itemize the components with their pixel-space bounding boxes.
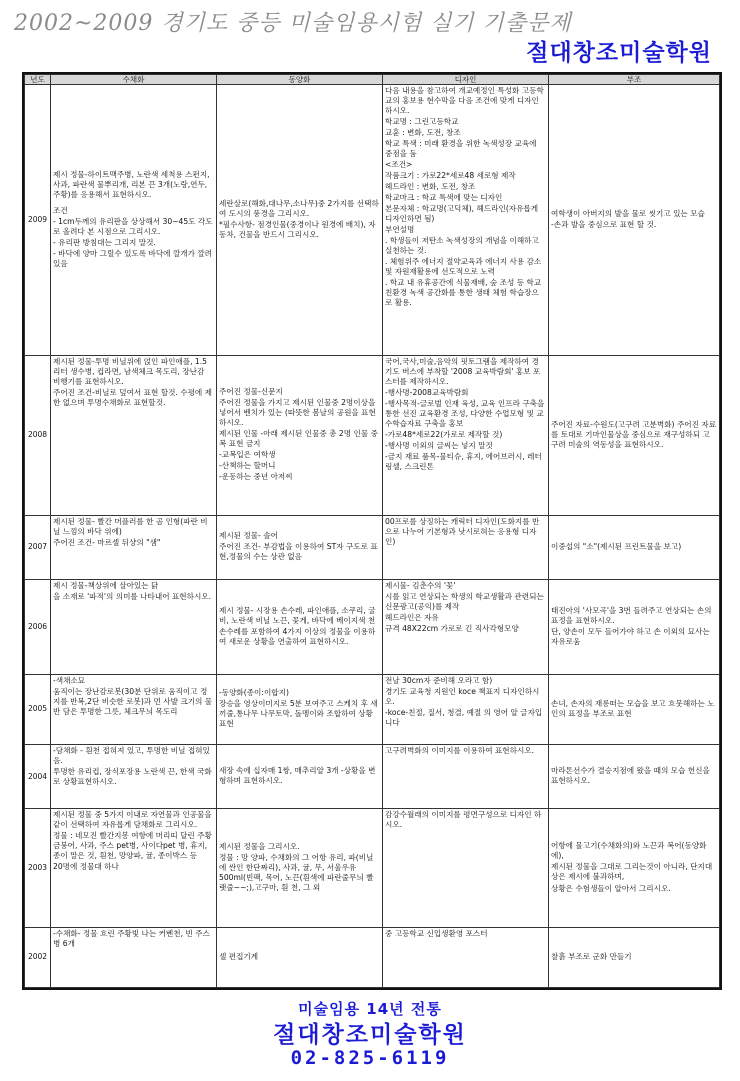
cell-line: 20명에 정물대 하나 (53, 862, 119, 872)
cell-line: 제시 정물-하이트맥주병, 노란색 세척용 스펀지, 사과, 파란색 물뿌리개, 리본 끈 3개(노랑,연두,주황)를 응용해서 표현하시오. (53, 170, 213, 200)
cell-line: 정물 : 망 양파, 수채화의 그 어항 유리, 파(비닐에 싼인 한단짜리), 사과, 귤, 무, 서울우유 500ml(빈팩, 목어, 노끈(흰색에 파란줄무늬 빨랫줄~~;),고구마, 흰 천, 그 외 (219, 852, 374, 892)
cell-relief (549, 85, 720, 356)
cell-oriental (217, 927, 383, 987)
cell-line: 헤드라인은 자유 (385, 613, 439, 623)
page-title: 2002~2009 경기도 중등 미술임용시험 실기 기출문제 (14, 11, 572, 36)
cell-relief (549, 356, 720, 515)
cell-line: . 학교 내 유휴공간에 식물재배, 숲 조성 등 학교 친환경 녹색 공간화를 통한 생태 체험 학습장으로 활용. (385, 278, 544, 308)
footer-tagline: 미술임용 14년 전통 (298, 1000, 442, 1018)
cell-line: . 체험위주 에너지 절약교육과 에너지 사용 감소 및 자원재활용에 선도적으로 노력 (385, 257, 544, 277)
cell-design (383, 580, 549, 675)
cell-line: 교훈 : 변화, 도전, 창조 (385, 128, 461, 138)
col-header-year: 년도 (25, 75, 51, 85)
cell-relief (549, 809, 720, 927)
table-row (25, 674, 720, 744)
cell-year: 2007 (25, 515, 51, 580)
exam-table-frame (22, 72, 722, 990)
cell-line: 상황은 수험생들이 알아서 그리시오. (551, 883, 671, 893)
cell-line: -색채소묘 (53, 675, 86, 685)
cell-relief (549, 580, 720, 675)
cell-line: 셀 편집기계 (219, 951, 259, 961)
cell-line: -산책하는 할머니 (219, 461, 276, 471)
cell-year: 2005 (25, 674, 51, 744)
cell-line: -가로48*세로22(가로로 제작할 것) (385, 430, 503, 440)
cell-line: 제시된 인물 -아래 제시된 인물중 총 2명 인물 중복 표현 금지 (219, 429, 378, 449)
cell-line: -금지 재료 품목-물티슈, 휴지, 에어브러시, 레터링셀, 스크린톤 (385, 452, 542, 472)
cell-line: *필수사항- 점경인물(중경이나 원경에 배치), 자동차, 건물을 반드시 그리시오. (219, 220, 376, 240)
cell-line: 제시된 정물 중 5가지 이내로 자연물과 인공물을 같이 선택하여 자유롭게 담채화로 그리시오. (53, 810, 215, 830)
cell-line: 제시된 정물- 빨간 머플러를 한 곰 인형(파란 비닐 느낌의 바닥 위에) (53, 516, 208, 536)
cell-line: 조건 (53, 206, 68, 216)
cell-line: -동양화(종이:이합지) (219, 688, 289, 698)
cell-line: 부연설명 (385, 225, 415, 235)
cell-line: 여학생이 아버지의 발을 물로 씻기고 있는 모습 (551, 209, 705, 219)
cell-line: 제시된 정물- 솔어 (219, 531, 278, 541)
cell-line: 주어진 정물-신문지 (219, 387, 283, 397)
cell-watercolor (51, 580, 217, 675)
cell-line: 헤드라인 : 변화, 도전, 창조 (385, 182, 476, 192)
cell-line: -koce-친절, 질서, 청결, 예절 의 영어 알 글자입니다 (385, 707, 543, 727)
col-header-oriental: 동양화 (217, 75, 383, 85)
cell-relief (549, 515, 720, 580)
cell-line: 손녀, 손자의 재롱떠는 모습을 보고 흐뭇해하는 노인의 표정을 부조로 표현 (551, 698, 715, 718)
cell-relief (549, 744, 720, 809)
cell-line: 학교 특색 : 미래 환경을 위한 녹색성장 교육에 중점을 둠 (385, 139, 539, 159)
cell-line: 주어진 조건-비닐로 덮여서 표현 할것. 수평에 제한 없으며 투명수채화로 표현할것. (53, 388, 213, 408)
cell-year: 2003 (25, 809, 51, 927)
cell-oriental (217, 580, 383, 675)
cell-watercolor (51, 85, 217, 356)
cell-line: -행사명 이외의 글씨는 넣지 말것 (385, 441, 493, 451)
cell-line: -교복입은 여학생 (219, 450, 276, 460)
cell-oriental (217, 356, 383, 515)
table-row (25, 85, 720, 356)
cell-line: 주어진 정물을 가지고 제시된 인물중 2명이상을 넣어서 벤치가 있는 (따뜻한 봄날의 공원을 표현하시오. (219, 398, 378, 428)
cell-line: -손과 발을 중심으로 표현 할 것. (551, 220, 657, 230)
cell-watercolor (51, 515, 217, 580)
cell-design (383, 744, 549, 809)
cell-line: 태진아의 '사모곡'을 3번 들려주고 연상되는 손의 표정을 표현하시오. (551, 605, 714, 625)
cell-line: 작품크기 : 가로22*세로48 세로형 제작 (385, 171, 516, 181)
cell-line: 본문자체 : 학교명(고딕체), 헤드라인(자유롭게 디자인하면 됨) (385, 204, 541, 224)
cell-line: <조건> (385, 160, 413, 170)
cell-line: -수채화- 정물 흐린 주황빛 나는 커벤천, 빈 주스 병 6개 (53, 928, 213, 948)
cell-line: 장승을 영상이미지로 5분 보여주고 스케치 후 새끼줄,통나무 나무토막, 돌멩이와 조합하여 상황표현 (219, 699, 378, 729)
cell-line: 다음 내용을 참고하여 개교예정인 특성화 고등학교의 홍보용 현수막을 다음 조건에 맞게 디자인 하시오. (385, 86, 544, 116)
cell-year: 2009 (25, 85, 51, 356)
cell-line: 마라톤선수가 결승지점에 왔을 때의 모습 헌신을 표현하시오. (551, 765, 713, 785)
cell-watercolor (51, 809, 217, 927)
cell-line: 학교명 : 그린고등학교 (385, 117, 459, 127)
cell-line: -담채화 - 흰천 접혀져 있고, 투명한 비닐 접혀있음. (53, 745, 210, 765)
cell-line: 주어진 조건- 마르셀 뒤샹의 "샘" (53, 537, 161, 547)
cell-line: 제시 정물- 시장용 손수레, 파인애플, 소쿠리, 굴비, 노란색 비닐 노끈, 꽃게, 바닥에 베이지색 천 (219, 605, 376, 625)
cell-line: 주어진 자료-수원도(고구려 고분벽화) 주어진 자료를 토대로 기마인물상을 중심으로 재구성하되 고구려 미술의 역동성을 표현하시오. (551, 419, 717, 449)
col-header-design: 디자인 (383, 75, 549, 85)
cell-line: 정물 : 네모진 빨간지봉 여항에 머리띠 달린 주황 금붕어, 사과, 주스 pet병, 사이다pet 병, 휴지, 종이 말은 것, 흰천, 망양파, 귤, 종이박스 등 (53, 831, 215, 861)
cell-line: 학교마크 : 학교 특색에 맞는 디자인 (385, 193, 503, 203)
cell-line: 새장 속에 십자매 1쌍, 매추리알 3개 -상황을 변형하며 표현하시오. (219, 765, 376, 785)
cell-watercolor (51, 744, 217, 809)
table-row (25, 580, 720, 675)
cell-line: 전날 30cm자 준비해 오라고 함) (385, 675, 493, 685)
cell-line: -행사목적-글로벌 인재 육성, 교육 인프라 구축을 통한 선진 교육환경 조성, 다양한 수업모형 및 교수학습자료 구축을 홍보 (385, 399, 547, 429)
cell-line: 경기도 교육청 지원인 koce 책표지 디자인하시오. (385, 686, 540, 706)
cell-line: 단, 양손이 모두 들어가야 하고 손 이외의 묘사는 자유로움 (551, 626, 713, 646)
cell-line: 이중섭의 "소"(제시된 프린트물을 보고) (551, 541, 682, 551)
cell-oriental (217, 744, 383, 809)
cell-design (383, 809, 549, 927)
cell-line: 규격 48X22cm 가로로 긴 직사각형모양 (385, 624, 519, 634)
cell-relief (549, 674, 720, 744)
cell-line: - 바닥에 양마 그릴수 있도록 바닥에 깔개가 깔려있음 (53, 249, 213, 269)
cell-oriental (217, 809, 383, 927)
footer-academy: 절대창조미술학원 (273, 1022, 467, 1048)
cell-line: 제시된 정물을 그리시오. (219, 841, 300, 851)
academy-name: 절대창조미술학원 (526, 40, 712, 66)
cell-design (383, 674, 549, 744)
cell-relief (549, 927, 720, 987)
table-header-row (25, 75, 720, 85)
cell-line: 움직이는 장난감로봇(30분 단위로 움직이고 정지를 반복,2단 비슷한 로봇)과 먼 사발 크기의 물 반 담은 투명한 그릇, 체크무늬 목도리 (53, 686, 215, 716)
cell-year: 2008 (25, 356, 51, 515)
cell-line: 을 소재로 '파적'의 의미를 나타내어 표현하시오. (53, 592, 212, 602)
cell-line: 국어,국사,미술,음악의 핏토그램을 제작하여 경기도 버스에 부착할 '2008 교육박람회' 홍보 포스터를 제작하시오. (385, 357, 541, 387)
table-row (25, 356, 720, 515)
cell-line: 주어진 조건- 부감법을 이용하여 ST자 구도로 표현,정물의 수는 상관 없음 (219, 542, 378, 562)
cell-line: -운동하는 중년 아저씨 (219, 472, 293, 482)
cell-year: 2004 (25, 744, 51, 809)
cell-line: 제시물- 김춘수의 '꽃' (385, 581, 456, 591)
cell-line: 중 고등학교 신입생환영 포스터 (385, 928, 488, 938)
col-header-relief: 부조 (549, 75, 720, 85)
cell-watercolor (51, 927, 217, 987)
cell-oriental (217, 515, 383, 580)
cell-design (383, 927, 549, 987)
cell-line: -행사명-2008교육박람회 (385, 388, 469, 398)
cell-line: 00프로를 상징하는 캐릭터 디자인(도화지를 반으로 나누어 기본형과 낫시로혀는 응용형 디자인) (385, 516, 540, 546)
table-row (25, 927, 720, 987)
cell-line: 고구려벽화의 이미지를 이용하여 표현하시오. (385, 745, 535, 755)
cell-line: - 유리판 방침대는 그리지 말것. (53, 238, 156, 248)
cell-year: 2006 (25, 580, 51, 675)
footer-phone: 02-825-6119 (290, 1047, 450, 1069)
cell-watercolor (51, 674, 217, 744)
cell-line: 어항에 물고기(수채화의)와 노끈과 복어(동양화에), (551, 841, 707, 861)
cell-line: 제시된 정물을 그대로 그리는것이 아니라, 단지대상은 제시에 불과하며, (551, 862, 713, 882)
exam-table (24, 74, 720, 988)
cell-line: . 학생들이 저탄소 녹색성장의 개념을 이해하고 실천하는 것. (385, 236, 542, 256)
cell-line: 제시 정물-책상위에 살아있는 닭 (53, 581, 159, 591)
table-row (25, 515, 720, 580)
cell-line: 세란살로(해화,대나무,소나무)중 2가지를 선택하여 도시의 풍경을 그리시오. (219, 199, 379, 219)
cell-design (383, 85, 549, 356)
cell-watercolor (51, 356, 217, 515)
col-header-watercolor: 수채화 (51, 75, 217, 85)
cell-line: 손수레를 포함하여 4가지 이상의 정물을 이용하여 새로운 상황을 연출하여 표현하시오. (219, 626, 376, 646)
table-row (25, 809, 720, 927)
cell-line: 찰흙 부조로 군화 만들기 (551, 951, 632, 961)
cell-oriental (217, 674, 383, 744)
cell-oriental (217, 85, 383, 356)
cell-line: 제시된 정물-투명 비닐위에 얹인 파인애플, 1.5리터 생수병, 컵라면, 남색체크 목도리, 장난감 비행기를 표현하시오. (53, 357, 208, 387)
cell-line: 감강수월래의 이미지를 평면구성으로 디자인 하시오. (385, 810, 542, 830)
table-row (25, 744, 720, 809)
cell-line: 시를 읽고 연상되는 학생의 학교생활과 관련되는 신문광고(공익)를 제작 (385, 592, 547, 612)
cell-year: 2002 (25, 927, 51, 987)
cell-design (383, 356, 549, 515)
cell-design (383, 515, 549, 580)
cell-line: - 1cm두께의 유리판을 상상해서 30~45도 각도로 올려다 본 시점으로 그리시오. (53, 217, 213, 237)
cell-line: 투명한 유리컵, 장식포장용 노란색 끈, 한색 국화로 상황표현하시오. (53, 766, 212, 786)
